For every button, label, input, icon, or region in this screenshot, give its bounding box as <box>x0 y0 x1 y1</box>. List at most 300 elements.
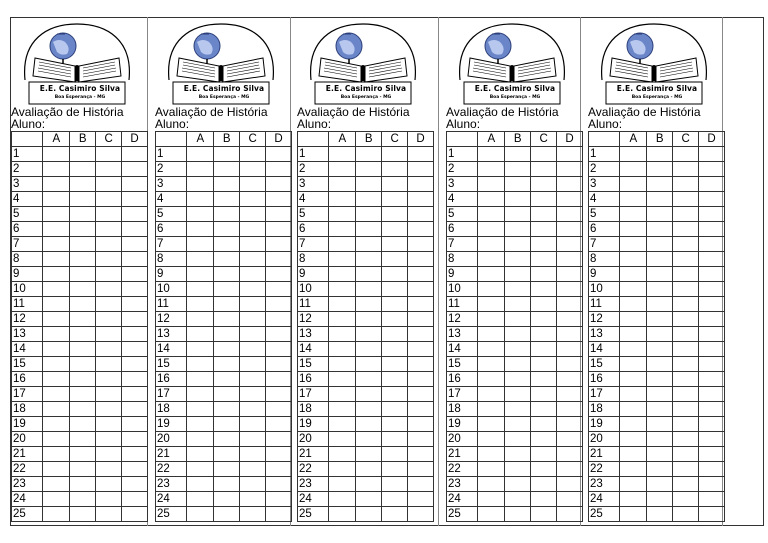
answer-cell-b[interactable] <box>647 297 673 312</box>
answer-cell-a[interactable] <box>329 297 356 312</box>
answer-cell-d[interactable] <box>557 432 583 447</box>
answer-cell-d[interactable] <box>122 297 148 312</box>
answer-cell-a[interactable] <box>43 387 70 402</box>
answer-cell-d[interactable] <box>557 192 583 207</box>
answer-cell-a[interactable] <box>329 447 356 462</box>
answer-cell-c[interactable] <box>240 177 266 192</box>
answer-cell-d[interactable] <box>699 297 725 312</box>
answer-cell-b[interactable] <box>70 162 96 177</box>
answer-cell-d[interactable] <box>557 327 583 342</box>
answer-cell-c[interactable] <box>240 147 266 162</box>
answer-cell-a[interactable] <box>478 417 505 432</box>
answer-cell-c[interactable] <box>382 147 408 162</box>
answer-cell-a[interactable] <box>43 417 70 432</box>
answer-cell-b[interactable] <box>505 207 531 222</box>
answer-cell-c[interactable] <box>240 297 266 312</box>
answer-cell-c[interactable] <box>240 222 266 237</box>
answer-cell-b[interactable] <box>647 387 673 402</box>
answer-cell-a[interactable] <box>620 447 647 462</box>
answer-cell-c[interactable] <box>673 507 699 522</box>
answer-cell-b[interactable] <box>70 417 96 432</box>
answer-cell-a[interactable] <box>43 462 70 477</box>
answer-cell-a[interactable] <box>187 207 214 222</box>
answer-cell-c[interactable] <box>673 342 699 357</box>
answer-cell-d[interactable] <box>266 342 292 357</box>
answer-cell-b[interactable] <box>214 147 240 162</box>
answer-cell-c[interactable] <box>673 252 699 267</box>
answer-cell-b[interactable] <box>70 462 96 477</box>
answer-cell-c[interactable] <box>531 147 557 162</box>
answer-cell-a[interactable] <box>43 342 70 357</box>
answer-cell-c[interactable] <box>96 507 122 522</box>
answer-cell-a[interactable] <box>620 237 647 252</box>
answer-cell-a[interactable] <box>43 297 70 312</box>
answer-cell-a[interactable] <box>187 297 214 312</box>
answer-cell-d[interactable] <box>557 147 583 162</box>
answer-cell-d[interactable] <box>699 462 725 477</box>
answer-cell-b[interactable] <box>70 207 96 222</box>
answer-cell-a[interactable] <box>187 222 214 237</box>
answer-cell-a[interactable] <box>187 417 214 432</box>
answer-cell-d[interactable] <box>557 387 583 402</box>
answer-cell-c[interactable] <box>382 297 408 312</box>
answer-cell-a[interactable] <box>620 342 647 357</box>
answer-cell-b[interactable] <box>70 492 96 507</box>
answer-cell-b[interactable] <box>647 402 673 417</box>
answer-cell-a[interactable] <box>187 252 214 267</box>
answer-cell-a[interactable] <box>620 282 647 297</box>
answer-cell-b[interactable] <box>356 267 382 282</box>
answer-cell-a[interactable] <box>478 162 505 177</box>
answer-cell-a[interactable] <box>620 192 647 207</box>
answer-cell-b[interactable] <box>647 207 673 222</box>
answer-cell-d[interactable] <box>266 297 292 312</box>
answer-cell-a[interactable] <box>329 357 356 372</box>
answer-cell-c[interactable] <box>531 282 557 297</box>
answer-cell-a[interactable] <box>620 387 647 402</box>
answer-cell-c[interactable] <box>531 432 557 447</box>
answer-cell-c[interactable] <box>240 387 266 402</box>
answer-cell-c[interactable] <box>96 357 122 372</box>
answer-cell-a[interactable] <box>329 342 356 357</box>
answer-cell-c[interactable] <box>240 192 266 207</box>
answer-cell-c[interactable] <box>673 222 699 237</box>
answer-cell-d[interactable] <box>408 372 434 387</box>
answer-cell-d[interactable] <box>122 147 148 162</box>
answer-cell-b[interactable] <box>70 327 96 342</box>
answer-cell-b[interactable] <box>505 192 531 207</box>
answer-cell-a[interactable] <box>329 327 356 342</box>
answer-cell-c[interactable] <box>531 387 557 402</box>
answer-cell-b[interactable] <box>356 342 382 357</box>
answer-cell-c[interactable] <box>96 372 122 387</box>
answer-cell-c[interactable] <box>531 177 557 192</box>
answer-cell-b[interactable] <box>647 417 673 432</box>
answer-cell-b[interactable] <box>214 207 240 222</box>
answer-cell-c[interactable] <box>240 492 266 507</box>
answer-cell-b[interactable] <box>356 177 382 192</box>
answer-cell-c[interactable] <box>382 417 408 432</box>
answer-cell-c[interactable] <box>382 387 408 402</box>
answer-cell-c[interactable] <box>673 357 699 372</box>
answer-cell-b[interactable] <box>214 387 240 402</box>
answer-cell-c[interactable] <box>673 387 699 402</box>
answer-cell-a[interactable] <box>329 282 356 297</box>
answer-cell-b[interactable] <box>647 477 673 492</box>
answer-cell-a[interactable] <box>478 477 505 492</box>
answer-cell-b[interactable] <box>214 327 240 342</box>
answer-cell-a[interactable] <box>43 327 70 342</box>
answer-cell-a[interactable] <box>43 267 70 282</box>
answer-cell-a[interactable] <box>43 507 70 522</box>
answer-cell-c[interactable] <box>673 192 699 207</box>
answer-cell-d[interactable] <box>408 492 434 507</box>
answer-cell-d[interactable] <box>408 387 434 402</box>
answer-cell-d[interactable] <box>557 447 583 462</box>
answer-cell-d[interactable] <box>699 432 725 447</box>
answer-cell-b[interactable] <box>647 462 673 477</box>
answer-cell-d[interactable] <box>122 357 148 372</box>
answer-cell-a[interactable] <box>187 162 214 177</box>
answer-cell-b[interactable] <box>70 312 96 327</box>
answer-cell-c[interactable] <box>531 312 557 327</box>
answer-cell-a[interactable] <box>43 357 70 372</box>
answer-cell-d[interactable] <box>408 282 434 297</box>
answer-cell-a[interactable] <box>620 147 647 162</box>
answer-cell-a[interactable] <box>187 372 214 387</box>
answer-cell-d[interactable] <box>699 237 725 252</box>
answer-cell-c[interactable] <box>96 207 122 222</box>
answer-cell-a[interactable] <box>187 477 214 492</box>
answer-cell-a[interactable] <box>478 192 505 207</box>
answer-cell-d[interactable] <box>699 147 725 162</box>
answer-cell-a[interactable] <box>620 492 647 507</box>
answer-cell-c[interactable] <box>240 267 266 282</box>
answer-cell-a[interactable] <box>478 402 505 417</box>
answer-cell-c[interactable] <box>382 342 408 357</box>
answer-cell-b[interactable] <box>647 252 673 267</box>
answer-cell-b[interactable] <box>505 312 531 327</box>
answer-cell-a[interactable] <box>620 327 647 342</box>
answer-cell-c[interactable] <box>96 477 122 492</box>
answer-cell-d[interactable] <box>408 192 434 207</box>
answer-cell-d[interactable] <box>266 237 292 252</box>
answer-cell-d[interactable] <box>408 507 434 522</box>
answer-cell-b[interactable] <box>505 297 531 312</box>
answer-cell-b[interactable] <box>214 417 240 432</box>
answer-cell-c[interactable] <box>96 432 122 447</box>
answer-cell-b[interactable] <box>356 162 382 177</box>
answer-cell-b[interactable] <box>214 492 240 507</box>
answer-cell-b[interactable] <box>647 342 673 357</box>
answer-cell-c[interactable] <box>240 327 266 342</box>
answer-cell-c[interactable] <box>240 417 266 432</box>
answer-cell-a[interactable] <box>329 192 356 207</box>
answer-cell-c[interactable] <box>673 147 699 162</box>
answer-cell-c[interactable] <box>240 402 266 417</box>
answer-cell-d[interactable] <box>266 432 292 447</box>
answer-cell-c[interactable] <box>96 252 122 267</box>
answer-cell-b[interactable] <box>505 282 531 297</box>
answer-cell-b[interactable] <box>356 432 382 447</box>
answer-cell-b[interactable] <box>214 252 240 267</box>
answer-cell-b[interactable] <box>356 447 382 462</box>
answer-cell-d[interactable] <box>557 222 583 237</box>
answer-cell-c[interactable] <box>240 207 266 222</box>
answer-cell-d[interactable] <box>408 357 434 372</box>
answer-cell-b[interactable] <box>647 162 673 177</box>
answer-cell-a[interactable] <box>43 207 70 222</box>
answer-cell-a[interactable] <box>329 312 356 327</box>
answer-cell-a[interactable] <box>478 267 505 282</box>
answer-cell-a[interactable] <box>620 477 647 492</box>
answer-cell-d[interactable] <box>122 177 148 192</box>
answer-cell-c[interactable] <box>382 207 408 222</box>
answer-cell-c[interactable] <box>240 342 266 357</box>
answer-cell-a[interactable] <box>329 267 356 282</box>
answer-cell-b[interactable] <box>647 312 673 327</box>
answer-cell-b[interactable] <box>70 222 96 237</box>
answer-cell-d[interactable] <box>266 507 292 522</box>
answer-cell-b[interactable] <box>505 462 531 477</box>
answer-cell-a[interactable] <box>329 387 356 402</box>
answer-cell-b[interactable] <box>214 237 240 252</box>
answer-cell-a[interactable] <box>620 267 647 282</box>
answer-cell-b[interactable] <box>70 252 96 267</box>
answer-cell-a[interactable] <box>620 312 647 327</box>
answer-cell-c[interactable] <box>240 507 266 522</box>
answer-cell-d[interactable] <box>122 387 148 402</box>
answer-cell-b[interactable] <box>356 492 382 507</box>
answer-cell-d[interactable] <box>266 222 292 237</box>
answer-cell-a[interactable] <box>620 222 647 237</box>
answer-cell-b[interactable] <box>70 177 96 192</box>
answer-cell-d[interactable] <box>557 267 583 282</box>
answer-cell-b[interactable] <box>647 282 673 297</box>
answer-cell-d[interactable] <box>557 402 583 417</box>
answer-cell-b[interactable] <box>647 447 673 462</box>
answer-cell-a[interactable] <box>620 252 647 267</box>
answer-cell-c[interactable] <box>96 492 122 507</box>
answer-cell-a[interactable] <box>478 222 505 237</box>
answer-cell-a[interactable] <box>329 432 356 447</box>
answer-cell-b[interactable] <box>647 507 673 522</box>
answer-cell-a[interactable] <box>187 432 214 447</box>
answer-cell-c[interactable] <box>531 297 557 312</box>
answer-cell-c[interactable] <box>673 162 699 177</box>
answer-cell-a[interactable] <box>43 192 70 207</box>
answer-cell-a[interactable] <box>478 492 505 507</box>
answer-cell-c[interactable] <box>382 222 408 237</box>
answer-cell-b[interactable] <box>505 237 531 252</box>
answer-cell-b[interactable] <box>647 357 673 372</box>
answer-cell-b[interactable] <box>505 432 531 447</box>
answer-cell-c[interactable] <box>96 162 122 177</box>
answer-cell-b[interactable] <box>356 387 382 402</box>
answer-cell-c[interactable] <box>531 462 557 477</box>
answer-cell-c[interactable] <box>673 267 699 282</box>
answer-cell-c[interactable] <box>531 507 557 522</box>
answer-cell-d[interactable] <box>122 267 148 282</box>
answer-cell-a[interactable] <box>620 162 647 177</box>
answer-cell-d[interactable] <box>122 402 148 417</box>
answer-cell-c[interactable] <box>673 447 699 462</box>
answer-cell-c[interactable] <box>382 372 408 387</box>
answer-cell-b[interactable] <box>505 162 531 177</box>
answer-cell-b[interactable] <box>214 462 240 477</box>
answer-cell-c[interactable] <box>673 312 699 327</box>
answer-cell-b[interactable] <box>647 177 673 192</box>
answer-cell-c[interactable] <box>531 192 557 207</box>
answer-cell-d[interactable] <box>699 387 725 402</box>
answer-cell-d[interactable] <box>699 177 725 192</box>
answer-cell-d[interactable] <box>122 252 148 267</box>
answer-cell-b[interactable] <box>505 402 531 417</box>
answer-cell-c[interactable] <box>382 192 408 207</box>
answer-cell-c[interactable] <box>673 492 699 507</box>
answer-cell-b[interactable] <box>505 417 531 432</box>
answer-cell-d[interactable] <box>122 477 148 492</box>
answer-cell-c[interactable] <box>382 312 408 327</box>
answer-cell-b[interactable] <box>214 297 240 312</box>
answer-cell-a[interactable] <box>620 417 647 432</box>
answer-cell-a[interactable] <box>478 447 505 462</box>
answer-cell-d[interactable] <box>122 432 148 447</box>
answer-cell-b[interactable] <box>505 492 531 507</box>
answer-cell-a[interactable] <box>43 492 70 507</box>
answer-cell-a[interactable] <box>187 327 214 342</box>
answer-cell-d[interactable] <box>699 327 725 342</box>
answer-cell-d[interactable] <box>266 327 292 342</box>
answer-cell-b[interactable] <box>505 327 531 342</box>
answer-cell-b[interactable] <box>356 327 382 342</box>
answer-cell-c[interactable] <box>673 237 699 252</box>
answer-cell-c[interactable] <box>673 327 699 342</box>
answer-cell-b[interactable] <box>214 477 240 492</box>
answer-cell-c[interactable] <box>673 462 699 477</box>
answer-cell-d[interactable] <box>122 507 148 522</box>
answer-cell-d[interactable] <box>557 252 583 267</box>
answer-cell-d[interactable] <box>266 312 292 327</box>
answer-cell-d[interactable] <box>557 462 583 477</box>
answer-cell-c[interactable] <box>96 402 122 417</box>
answer-cell-d[interactable] <box>699 222 725 237</box>
answer-cell-a[interactable] <box>478 177 505 192</box>
answer-cell-d[interactable] <box>408 327 434 342</box>
answer-cell-b[interactable] <box>647 222 673 237</box>
answer-cell-b[interactable] <box>214 312 240 327</box>
answer-cell-d[interactable] <box>557 207 583 222</box>
answer-cell-d[interactable] <box>266 477 292 492</box>
answer-cell-d[interactable] <box>266 252 292 267</box>
answer-cell-d[interactable] <box>408 432 434 447</box>
answer-cell-c[interactable] <box>382 252 408 267</box>
answer-cell-b[interactable] <box>356 282 382 297</box>
answer-cell-a[interactable] <box>329 417 356 432</box>
answer-cell-a[interactable] <box>329 237 356 252</box>
answer-cell-a[interactable] <box>43 477 70 492</box>
answer-cell-c[interactable] <box>673 177 699 192</box>
answer-cell-b[interactable] <box>647 327 673 342</box>
answer-cell-a[interactable] <box>187 177 214 192</box>
answer-cell-c[interactable] <box>673 432 699 447</box>
answer-cell-d[interactable] <box>557 357 583 372</box>
answer-cell-c[interactable] <box>531 237 557 252</box>
answer-cell-d[interactable] <box>699 402 725 417</box>
answer-cell-c[interactable] <box>673 282 699 297</box>
answer-cell-a[interactable] <box>43 282 70 297</box>
answer-cell-a[interactable] <box>478 252 505 267</box>
answer-cell-a[interactable] <box>329 177 356 192</box>
answer-cell-a[interactable] <box>329 507 356 522</box>
answer-cell-b[interactable] <box>647 432 673 447</box>
answer-cell-d[interactable] <box>266 162 292 177</box>
answer-cell-c[interactable] <box>96 192 122 207</box>
answer-cell-c[interactable] <box>382 492 408 507</box>
answer-cell-d[interactable] <box>699 507 725 522</box>
answer-cell-a[interactable] <box>43 222 70 237</box>
answer-cell-c[interactable] <box>531 327 557 342</box>
answer-cell-b[interactable] <box>505 387 531 402</box>
answer-cell-d[interactable] <box>557 342 583 357</box>
answer-cell-a[interactable] <box>478 507 505 522</box>
answer-cell-a[interactable] <box>43 312 70 327</box>
answer-cell-a[interactable] <box>43 252 70 267</box>
answer-cell-d[interactable] <box>408 252 434 267</box>
answer-cell-b[interactable] <box>505 372 531 387</box>
answer-cell-d[interactable] <box>408 342 434 357</box>
answer-cell-c[interactable] <box>96 387 122 402</box>
answer-cell-d[interactable] <box>408 267 434 282</box>
answer-cell-b[interactable] <box>356 402 382 417</box>
answer-cell-d[interactable] <box>266 417 292 432</box>
answer-cell-c[interactable] <box>673 402 699 417</box>
answer-cell-b[interactable] <box>356 357 382 372</box>
answer-cell-a[interactable] <box>478 207 505 222</box>
answer-cell-d[interactable] <box>266 402 292 417</box>
answer-cell-d[interactable] <box>122 222 148 237</box>
answer-cell-a[interactable] <box>187 312 214 327</box>
answer-cell-c[interactable] <box>673 477 699 492</box>
answer-cell-d[interactable] <box>408 297 434 312</box>
answer-cell-b[interactable] <box>356 207 382 222</box>
answer-cell-d[interactable] <box>699 372 725 387</box>
answer-cell-a[interactable] <box>187 462 214 477</box>
answer-cell-d[interactable] <box>699 342 725 357</box>
answer-cell-b[interactable] <box>70 402 96 417</box>
answer-cell-d[interactable] <box>408 417 434 432</box>
answer-cell-b[interactable] <box>70 357 96 372</box>
answer-cell-d[interactable] <box>266 207 292 222</box>
answer-cell-d[interactable] <box>557 372 583 387</box>
answer-cell-d[interactable] <box>122 447 148 462</box>
answer-cell-b[interactable] <box>356 462 382 477</box>
answer-cell-a[interactable] <box>187 492 214 507</box>
answer-cell-a[interactable] <box>329 402 356 417</box>
answer-cell-d[interactable] <box>557 312 583 327</box>
answer-cell-a[interactable] <box>620 297 647 312</box>
answer-cell-b[interactable] <box>647 267 673 282</box>
answer-cell-d[interactable] <box>266 147 292 162</box>
answer-cell-c[interactable] <box>240 477 266 492</box>
answer-cell-c[interactable] <box>382 402 408 417</box>
answer-cell-c[interactable] <box>96 312 122 327</box>
answer-cell-c[interactable] <box>240 252 266 267</box>
answer-cell-c[interactable] <box>673 417 699 432</box>
answer-cell-b[interactable] <box>647 372 673 387</box>
answer-cell-d[interactable] <box>699 312 725 327</box>
answer-cell-c[interactable] <box>96 462 122 477</box>
